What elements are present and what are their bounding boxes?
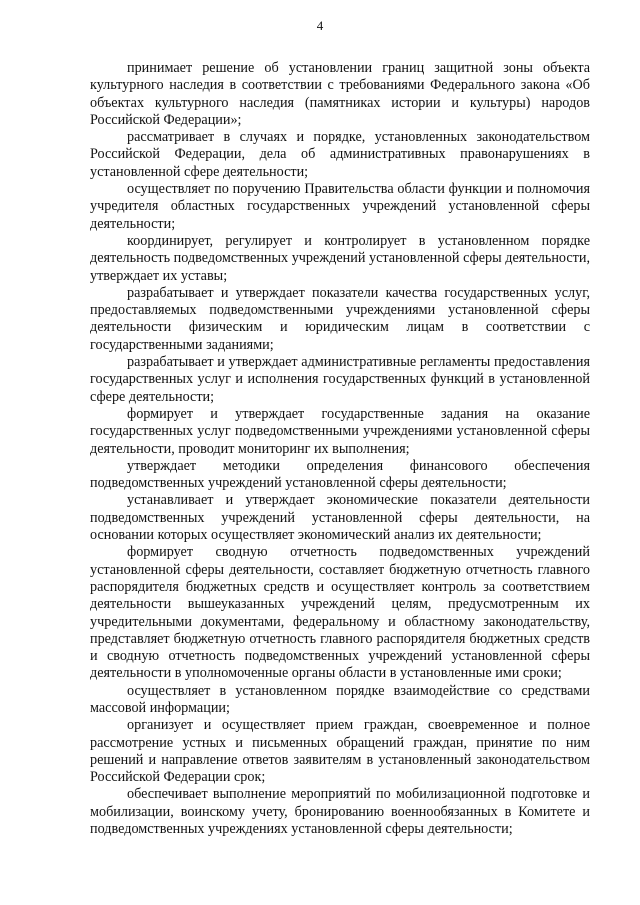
paragraph-coordination: координирует, регулирует и контролирует в установленном порядке деятельность подведомственных учреждений установленной сферы деятельности, утверждает их уставы; (90, 232, 590, 284)
paragraph-administrative-regulations: разрабатывает и утверждает административные регламенты предоставления государственных услуг и исполнения государственных функций в установленной сфере деятельности; (90, 354, 590, 405)
page-number: 4 (316, 18, 324, 33)
paragraph-founder-functions: осуществляет по поручению Правительства области функции и полномочия учредителя областных государственных учреждений установленной сферы деятельности; (90, 181, 590, 232)
paragraph-consolidated-reporting: формирует сводную отчетность подведомственных учреждений установленной сферы деятельности, составляет бюджетную отчетность главного распорядителя бюджетных средств и осуществляет контроль за соответствием деятельности вышеуказанных учреждений целям, предусмотренным их учредительными документами, федеральному и областному законодательству, представляет бюджетную отчетность главного распорядителя бюджетных средств и сводную отчетность подведомственных учреждений установленной сферы деятельности в уполномоченные органы области в установленные ими сроки; (90, 544, 590, 682)
paragraph-administrative-offenses: рассматривает в случаях и порядке, установленных законодательством Российской Федерации, дела об административных правонарушениях в установленной сфере деятельности; (90, 129, 590, 180)
document-body (90, 60, 590, 838)
paragraph-media-interaction: осуществляет в установленном порядке взаимодействие со средствами массовой информации; (90, 682, 590, 716)
paragraph-economic-indicators: устанавливает и утверждает экономические показатели деятельности подведомственных учреждений установленной сферы деятельности, на основании которых осуществляет экономический анализ их деятельности; (90, 492, 590, 544)
paragraph-mobilization: обеспечивает выполнение мероприятий по мобилизационной подготовке и мобилизации, воинскому учету, бронированию военнообязанных в Комитете и подведомственных учреждениях установленной сферы деятельности; (90, 786, 590, 838)
paragraph-state-assignments: формирует и утверждает государственные задания на оказание государственных услуг подведомственными учреждениями установленной сферы деятельности, проводит мониторинг их выполнения; (90, 405, 590, 457)
paragraph-citizen-appeals: организует и осуществляет прием граждан, своевременное и полное рассмотрение устных и письменных обращений граждан, принятие по ним решений и направление ответов заявителям в установленный законодательством Российской Федерации срок; (90, 717, 590, 786)
paragraph-financial-methods: утверждает методики определения финансового обеспечения подведомственных учреждений установленной сферы деятельности; (90, 457, 590, 492)
paragraph-protection-zone: принимает решение об установлении границ защитной зоны объекта культурного наследия в соответствии с требованиями Федерального закона «Об объектах культурного наследия (памятниках истории и культуры) народов Российской Федерации»; (90, 60, 590, 128)
paragraph-quality-indicators: разрабатывает и утверждает показатели качества государственных услуг, предоставляемых подведомственными учреждениями установленной сферы деятельности физическим и юридическим лицам в соответствии с государственными заданиями; (90, 284, 590, 353)
